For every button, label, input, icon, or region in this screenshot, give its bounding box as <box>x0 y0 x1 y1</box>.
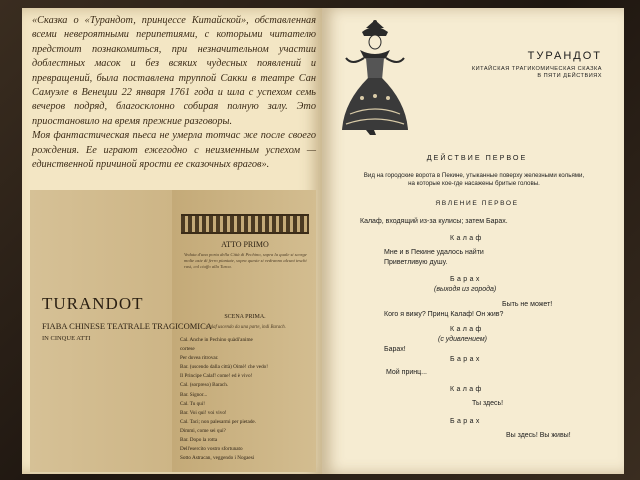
old-edition-stage-note: Veduta d'una porta della Città di Pechino, sopra la quale si scorge molte aste di ferro piantate, sopra queste si vedranno alcuni teschi rasi, col ciuffo alla Turca. <box>184 252 307 270</box>
intro-paragraph-1: «Сказка о «Турандот, принцессе Китайской», обставленная всеми невероятными перипетиями, с которыми читателю предстоит познакомиться, при незначительном участии доблестных масок и без всяких чудесных появлений и превращений, была поставлена труппой Сакки в театре Сан Самуэле в Венеции 22 января 1761 года и шла с успехом семь вечеров подряд, благосклонно собирая полную залу. Это приостановило на время прежние разговоры. <box>32 15 316 127</box>
play-subtitle-line-2: В ПЯТИ ДЕЙСТВИЯХ <box>537 73 602 79</box>
old-edition-subtitle-2: IN CINQUE ATTI <box>42 335 91 342</box>
old-line: Bar. (uscendo dalla città) Oimè! che vedo! <box>180 364 269 371</box>
old-line: cortese <box>180 346 195 353</box>
speaker-name: Барах <box>450 276 482 283</box>
old-line: Bar. Dopo la rotta <box>180 437 218 444</box>
old-line: Bar. Signor... <box>180 391 208 398</box>
speaker-name: Калаф <box>450 326 484 333</box>
speaker-name: Барах <box>450 418 482 425</box>
old-line: Sotto Astracan, veggendo i Nogaesi <box>180 455 255 462</box>
dialogue-line: Быть не может! <box>502 301 553 308</box>
old-line: Bar. Voi qui! voi vivo! <box>180 409 227 416</box>
play-subtitle-line-1: КИТАЙСКАЯ ТРАГИКОМИЧЕСКАЯ СКАЗКА <box>471 66 602 72</box>
dialogue-line: Мой принц... <box>386 369 427 376</box>
old-line: Dell'esercito vostro sfortunato <box>180 446 243 453</box>
act-heading: ДЕЙСТВИЕ ПЕРВОЕ <box>426 153 528 162</box>
old-edition-scene: SCENA PRIMA. <box>224 314 266 320</box>
old-edition-title: TURANDOT <box>42 294 144 313</box>
old-edition-left-page <box>30 190 172 472</box>
appearance-heading: ЯВЛЕНИЕ ПЕРВОЕ <box>435 200 519 207</box>
old-line: Il Principe Calaf! come! ed è vivo! <box>180 373 253 380</box>
old-line: Cal. Tu qui! <box>180 400 205 407</box>
old-edition-act: ATTO PRIMO <box>221 240 269 249</box>
scene-description <box>330 172 618 188</box>
old-line: Cal. (sorpreso) Barach. <box>180 382 229 389</box>
speaker-name: Барах <box>450 356 482 363</box>
play-title: ТУРАНДОТ <box>527 50 602 62</box>
old-edition-scene-note: Calaf uscendo da una parte, indi Barach. <box>206 325 286 330</box>
old-line: Dimmi, come sei qui? <box>180 427 226 434</box>
scene-description-line-2: на которые кое-где насажены бритые головы. <box>408 180 540 187</box>
scene-description-line-1: Вид на городские ворота в Пекине, утыканные поверху железными кольями, <box>363 172 585 179</box>
left-page <box>22 8 322 474</box>
old-edition-subtitle: FIABA CHINESE TEATRALE TRAGICOMICA <box>42 321 212 331</box>
speaker-name: Калаф <box>450 386 484 393</box>
old-line: Per dovea ritrovar. <box>180 355 219 362</box>
ornament-band <box>181 214 309 234</box>
dialogue-line: Ты здесь! <box>472 400 504 407</box>
dialogue-line: Приветливую душу. <box>384 259 448 266</box>
old-edition-dialogue <box>180 336 312 463</box>
old-edition-photo <box>30 190 316 472</box>
intro-quote <box>32 14 316 172</box>
old-line: Cal. Taci; non palesarmi per pietade. <box>180 418 257 425</box>
dialogue-line: Мне и в Пекине удалось найти <box>384 249 484 256</box>
old-line: Cal. Anche in Pechino quàdi'anime <box>180 337 253 343</box>
dialogue-line: Кого я вижу? Принц Калаф! Он жив? <box>384 311 504 318</box>
princess-illustration-icon <box>336 18 414 136</box>
dialogue-line: Барах! <box>384 346 406 353</box>
stage-remark: (с удивлением) <box>438 336 487 343</box>
dialogue-line: Вы здесь! Вы живы! <box>506 432 571 439</box>
stage-direction: Калаф, входящий из-за кулисы; затем Барах. <box>360 218 508 225</box>
play-subtitle <box>422 66 602 80</box>
speaker-name: Калаф <box>450 235 484 242</box>
right-page <box>322 8 624 474</box>
intro-paragraph-2: Моя фантастическая пьеса не умерла тотчас же после своего рождения. Ее играют ежегодно с неизменным успехом — единственной причиной ярости ее сказочных врагов». <box>32 130 316 171</box>
stage-remark: (выходя из города) <box>434 286 497 293</box>
